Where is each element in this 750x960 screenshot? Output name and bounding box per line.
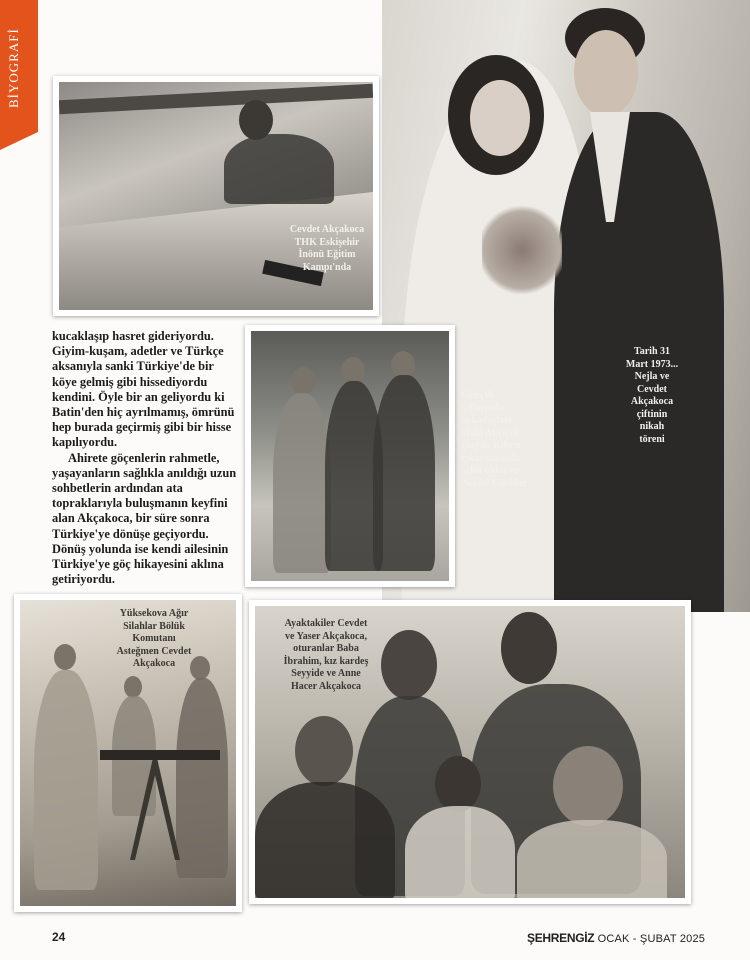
issue-date: OCAK - ŞUBAT 2025 (597, 933, 706, 945)
soldier-middle-head (124, 676, 142, 698)
girl-body (405, 806, 515, 898)
magazine-name: ŞEHRENGİZ (527, 931, 595, 945)
friend-left-head (291, 367, 315, 395)
bride-bouquet (482, 200, 562, 300)
standing-right-head (501, 612, 557, 684)
section-label: BİYOGRAFİ (6, 28, 21, 108)
groom-face (574, 30, 638, 116)
military-caption: Yüksekova Ağır Silahlar Bölük Komutanı Asteğmen Cevdet Akçakoca (116, 608, 192, 669)
girl-head (435, 756, 481, 812)
plane-caption: Cevdet Akçakoca THK Eskişehir İnönü Eğitim Kampı'nda (289, 224, 365, 273)
father-body (255, 782, 395, 898)
paragraph-1: kucaklaşıp hasret gideriyordu. Giyim-kuşam, adetler ve Türkçe aksanıyla sanki Türkiye'de bir köye gelmiş gibi hissediyordu kendini. Öyle bir an geliyordu ki Batin'den hiç ayrılmamış, ömrünü hep burada geçirmiş gibi bir hisse kapılıyordu. (52, 329, 235, 450)
mother-body (517, 820, 667, 898)
plane-photo-image (59, 82, 373, 310)
plane-wing (59, 84, 373, 114)
machine-gun (100, 750, 220, 760)
soldier-left-body (34, 670, 98, 890)
father-head (295, 716, 353, 786)
plane-photo (53, 76, 379, 316)
friends-photo-image (251, 331, 449, 581)
friends-photo (245, 325, 455, 587)
body-text (52, 329, 238, 587)
military-photo (14, 594, 242, 912)
soldier-left-head (54, 644, 76, 670)
family-photo (249, 600, 691, 904)
friend-left-body (273, 393, 331, 573)
soldier-right-body (176, 678, 228, 878)
bride-face (470, 80, 530, 156)
standing-left-head (381, 630, 437, 700)
paragraph-2: Ahirete göçenlerin rahmetle, yaşayanların sağlıkla anıldığı uzun sohbetlerin ardından ata topraklarıyla buluşmanın keyfini alan Akçakoca, bir süre sonra Türkiye'ye dönüşe geçiyordu. Dönüş yolunda ise kendi ailesinin Türkiye'ye göç hikayesini aklına getiriyordu. (52, 450, 237, 587)
family-caption: Ayaktakiler Cevdet ve Yaser Akçakoca, oturanlar Baba İbrahim, kız kardeş Seyyide ve Anne Hacer Akçakoca (283, 618, 369, 692)
pilot-body (224, 134, 334, 204)
mother-headscarf (553, 746, 623, 826)
magazine-footer (527, 931, 705, 945)
friends-caption: Gençlik yıllarında arkadaşları Halil Akçiçek (sağda-Kıbrıs çıkarmasında şehit oldu) ve Necati Canlılar (462, 390, 528, 489)
wedding-caption: Tarih 31 Mart 1973... Nejla ve Cevdet Akçakoca çiftinin nikah töreni (625, 346, 679, 445)
friend-right-body (373, 375, 435, 571)
page-number: 24 (52, 930, 66, 944)
